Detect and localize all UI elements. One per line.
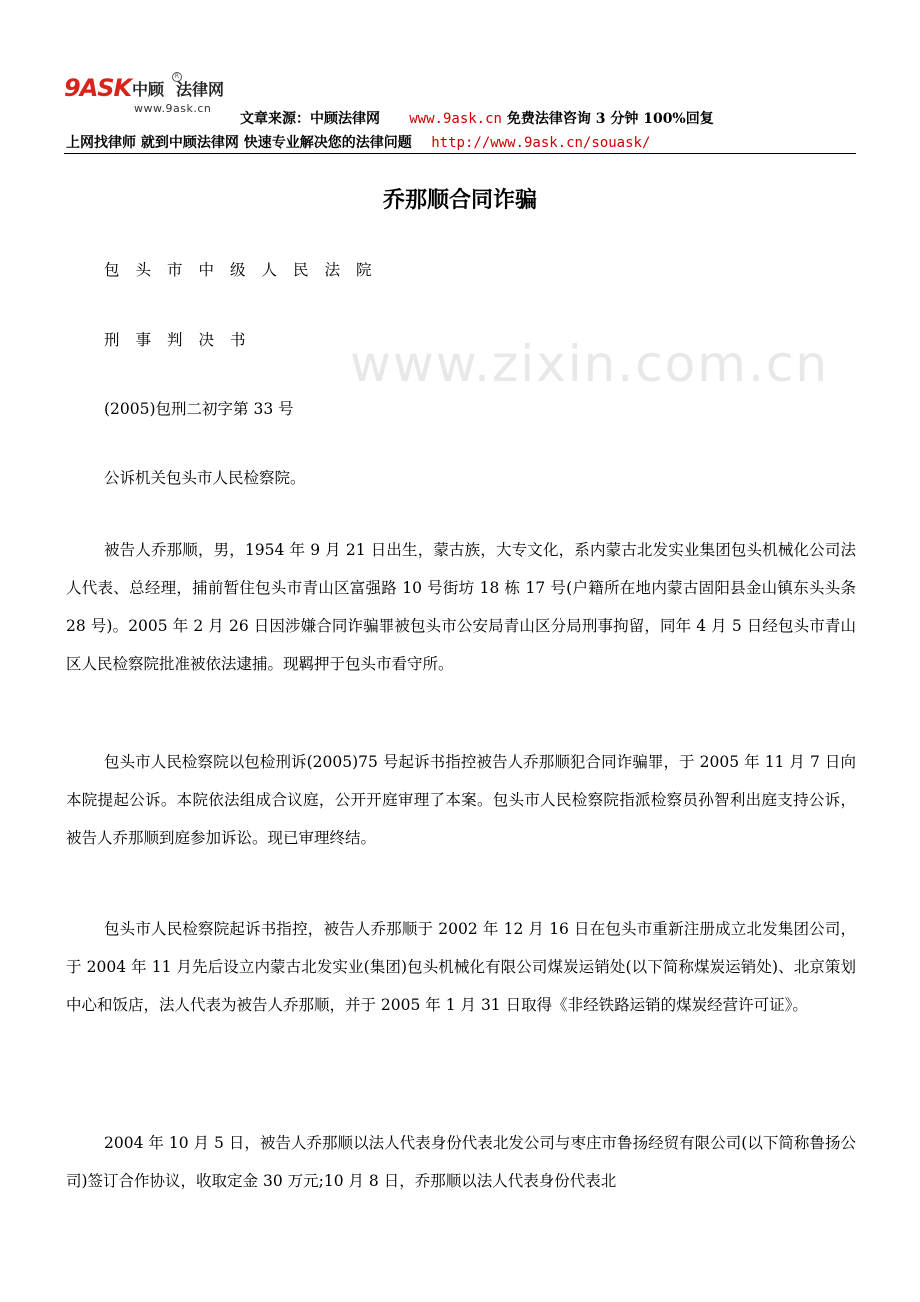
header-source-line: [240, 108, 714, 128]
court-name: 包头市中级人民法院: [104, 261, 388, 279]
header-slogan-text: 上网找律师 就到中顾法律网 快速专业解决您的法律问题: [66, 135, 412, 151]
header-source-label: 文章来源：中顾法律网: [240, 111, 380, 127]
case-number: (2005)包刑二初字第 33 号: [104, 400, 294, 418]
logo-name-part2: 法律网: [176, 80, 225, 99]
logo-name-part1: 中顾: [132, 80, 165, 99]
header-souask-link[interactable]: http://www.9ask.cn/souask/: [431, 135, 651, 151]
header-divider: [64, 153, 856, 154]
site-logo[interactable]: [64, 72, 244, 122]
document-title: 乔那顺合同诈骗: [382, 188, 537, 213]
logo-site-url: www.9ask.cn: [134, 102, 212, 115]
document-type: 刑事判决书: [104, 331, 262, 349]
logo-brand: 9ASK: [64, 74, 132, 102]
header-slogan-line: [66, 132, 650, 152]
watermark: www.zixin.com.cn: [350, 335, 830, 393]
paragraph-prosecutor: 公诉机关包头市人民检察院。: [104, 469, 306, 487]
header-site-link[interactable]: www.9ask.cn: [409, 111, 502, 127]
paragraph-defendant: 被告人乔那顺，男，1954 年 9 月 21 日出生，蒙古族，大专文化，系内蒙古北发实业集团包头机械化公司法人代表、总经理，捕前暂住包头市青山区富强路 10 号街坊 18 栋 17 号(户籍所在地内蒙古固阳县金山镇东头头条 28 号)。2005 年 2 月 26 日因涉嫌合同诈骗罪被包头市公安局青山区分局刑事拘留，同年 4 月 5 日经包头市青山区人民检察院批准被依法逮捕。现羁押于包头市看守所。: [66, 541, 856, 673]
registered-mark-icon: R: [172, 72, 182, 82]
paragraph-facts: 2004 年 10 月 5 日，被告人乔那顺以法人代表身份代表北发公司与枣庄市鲁扬经贸有限公司(以下简称鲁扬公司)签订合作协议，收取定金 30 万元;10 月 8 日，乔那顺以法人代表身份代表北: [66, 1134, 856, 1190]
paragraph-prosecution: 包头市人民检察院以包检刑诉(2005)75 号起诉书指控被告人乔那顺犯合同诈骗罪，于 2005 年 11 月 7 日向本院提起公诉。本院依法组成合议庭，公开开庭审理了本案。包头市人民检察院指派检察员孙智利出庭支持公诉，被告人乔那顺到庭参加诉讼。现已审理终结。: [66, 753, 856, 847]
header-consult-text: 免费法律咨询 3 分钟 100%回复: [506, 111, 714, 127]
paragraph-indictment: 包头市人民检察院起诉书指控，被告人乔那顺于 2002 年 12 月 16 日在包头市重新注册成立北发集团公司，于 2004 年 11 月先后设立内蒙古北发实业(集团)包头机械化有限公司煤炭运销处(以下简称煤炭运销处)、北京策划中心和饭店，法人代表为被告人乔那顺，并于 2005 年 1 月 31 日取得《非经铁路运销的煤炭经营许可证》。: [66, 920, 856, 1014]
